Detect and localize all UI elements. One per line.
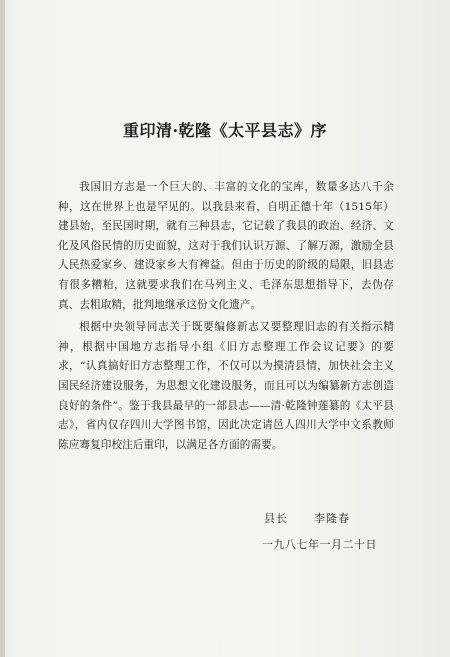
signature-title: 县长 bbox=[264, 512, 288, 525]
signature-date: 一九八七年一月二十日 bbox=[262, 538, 377, 551]
paragraph-1: 我国旧方志是一个巨大的、丰富的文化的宝库，数量多达八千余种，这在世界上也是罕见的。以我县来看，自明正德十年（1515年）建县始，至民国时期，就有三种县志，它记载了我县的政治、经济、文化及风俗民情的历史面貌，这对于我们认识万源、了解万源，激励全县人民热爱家乡、建设家乡大有裨益。但由于历史的阶级的局限，旧县志有很多糟粕，这就要求我们在马列主义、毛泽东思想指导下，去伪存真、去粗取精，批判地继承这份文化遗产。 bbox=[58, 181, 394, 311]
document-body bbox=[58, 178, 394, 458]
paragraph-2: 根据中央领导同志关于既要编修新志又要整理旧志的有关指示精神，根据中国地方志指导小组《旧方志整理工作会议记要》的要求，“认真搞好旧方志整理工作，不仅可以为摸清县情，加快社会主义国民经济建设服务，为思想文化建设服务，而且可以为编纂新方志创造良好的条件”。鉴于我县最早的一部县志——清·乾隆钟莲纂的《太平县志》，省内仅存四川大学图书馆，因此决定请邑人四川大学中文系教师陈应骞复印校注后重印，以满足各方面的需要。 bbox=[58, 321, 394, 451]
signature-name: 李隆春 bbox=[314, 512, 350, 525]
page-edge-shadow bbox=[0, 0, 5, 657]
document-title: 重印清·乾隆《太平县志》序 bbox=[122, 121, 328, 140]
signature bbox=[264, 510, 350, 526]
